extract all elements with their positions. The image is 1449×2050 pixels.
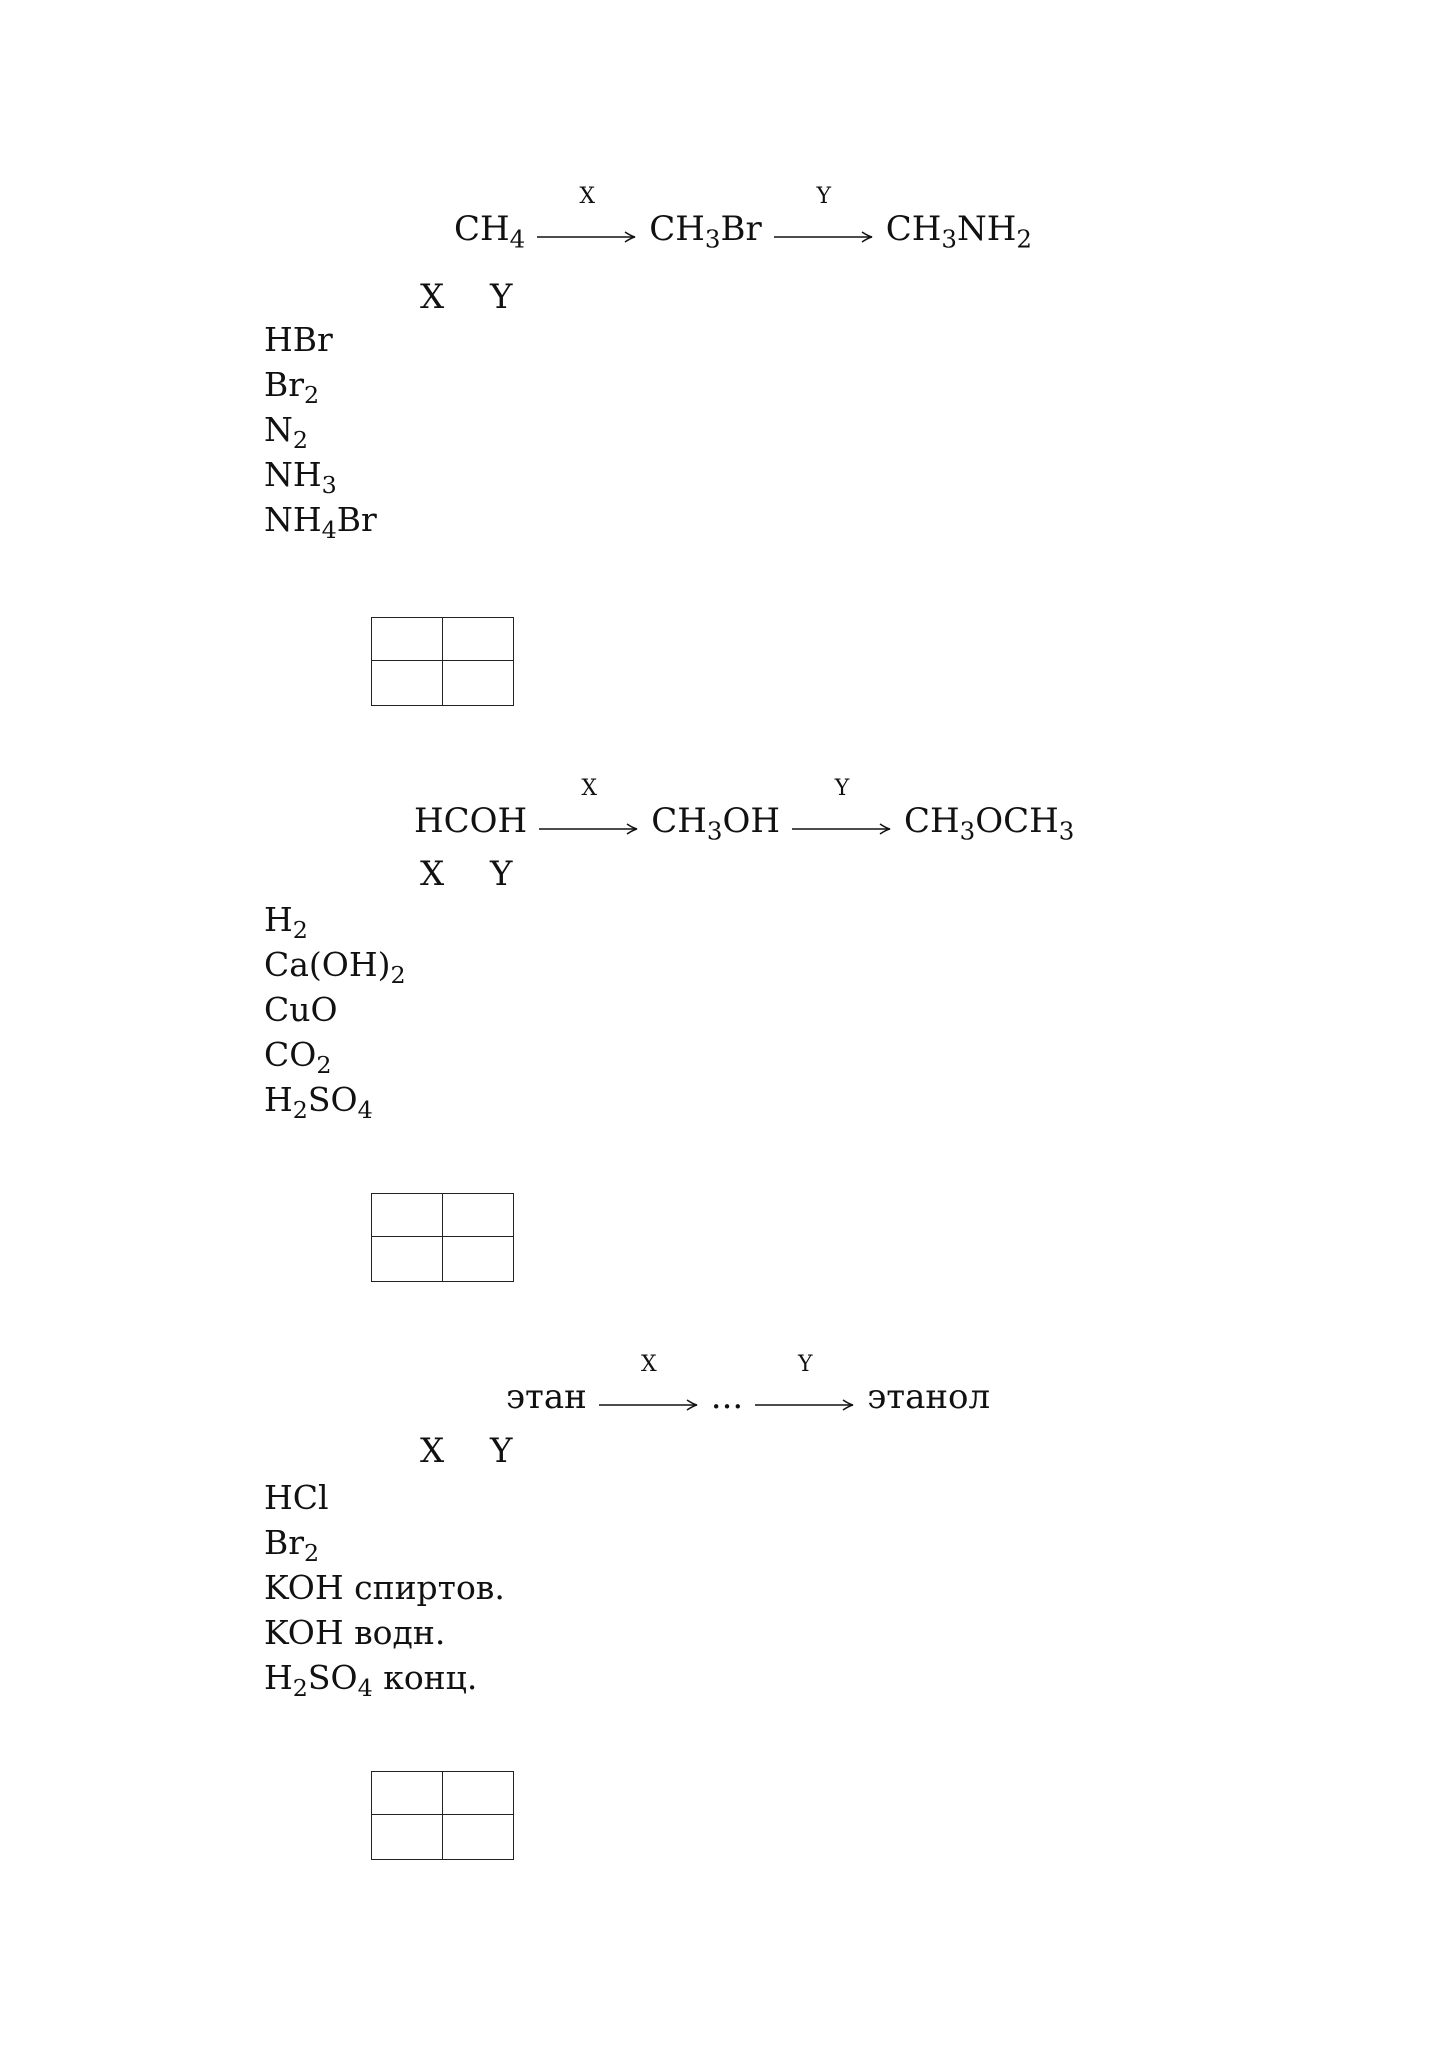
reaction-scheme <box>414 776 1075 846</box>
answer-cell[interactable] <box>372 1237 443 1282</box>
answer-cell[interactable] <box>372 661 443 706</box>
compound: HCOH <box>414 801 528 841</box>
xy-header <box>420 1431 560 1471</box>
answer-table <box>371 617 514 706</box>
xy-header <box>420 854 560 894</box>
arrow-label: X <box>640 1352 657 1377</box>
reagent-option: HBr <box>264 320 333 359</box>
y-label: Y <box>490 277 513 317</box>
reagent-option: $CO_2$ <box>264 1035 332 1080</box>
reaction-arrow <box>539 776 639 838</box>
answer-table <box>371 1771 514 1860</box>
compound: ... <box>710 1377 744 1417</box>
reagent-option: $Ca(OH)_2$ <box>264 945 406 990</box>
reagent-option: $H_2SO_4$ конц. <box>264 1658 478 1703</box>
reaction-arrow <box>792 776 892 838</box>
compound: $CH_3Br$ <box>649 209 762 254</box>
reaction-arrow <box>755 1352 855 1414</box>
reagent-list <box>264 897 406 1125</box>
reagent-list <box>264 317 377 545</box>
arrow-label: Y <box>816 184 832 209</box>
answer-cell[interactable] <box>372 1815 443 1860</box>
answer-cell[interactable] <box>443 1237 514 1282</box>
answer-cell[interactable] <box>443 1815 514 1860</box>
answer-header-cell <box>443 1772 514 1815</box>
reagent-option: $Br_2$ <box>264 1523 320 1568</box>
answer-table <box>371 1193 514 1282</box>
reagent-option: $NH_4Br$ <box>264 500 377 545</box>
arrow-label: Y <box>797 1352 813 1377</box>
arrow-label: X <box>579 184 596 209</box>
answer-header-cell <box>372 1772 443 1815</box>
answer-header-cell <box>372 1194 443 1237</box>
compound: $CH_4$ <box>454 209 526 254</box>
reagent-list <box>264 1475 505 1703</box>
xy-header <box>420 277 560 317</box>
answer-header-cell <box>443 1194 514 1237</box>
reagent-option: KOH спиртов. <box>264 1568 505 1607</box>
reagent-option: $Br_2$ <box>264 365 320 410</box>
reagent-option: KOH водн. <box>264 1613 446 1652</box>
reagent-option: $H_2SO_4$ <box>264 1080 373 1125</box>
y-label: Y <box>490 854 513 894</box>
reaction-arrow <box>599 1352 699 1414</box>
y-label: Y <box>490 1431 513 1471</box>
reagent-option: $NH_3$ <box>264 455 337 500</box>
x-label: X <box>420 1431 445 1471</box>
reaction-scheme <box>506 1352 991 1417</box>
answer-header-cell <box>443 618 514 661</box>
answer-cell[interactable] <box>443 661 514 706</box>
answer-header-cell <box>372 618 443 661</box>
x-label: X <box>420 277 445 317</box>
reagent-option: CuO <box>264 990 338 1029</box>
reagent-option: $N_2$ <box>264 410 308 455</box>
reaction-scheme <box>454 184 1032 254</box>
reagent-option: HCl <box>264 1478 329 1517</box>
arrow-label: X <box>581 776 598 801</box>
compound: этан <box>506 1377 587 1417</box>
reaction-arrow <box>774 184 874 246</box>
compound: этанол <box>867 1377 991 1417</box>
compound: $CH_3NH_2$ <box>885 209 1032 254</box>
x-label: X <box>420 854 445 894</box>
reagent-option: $H_2$ <box>264 900 308 945</box>
compound: $CH_3OH$ <box>651 801 780 846</box>
reaction-arrow <box>537 184 637 246</box>
compound: $CH_3OCH_3$ <box>903 801 1075 846</box>
arrow-label: Y <box>834 776 850 801</box>
